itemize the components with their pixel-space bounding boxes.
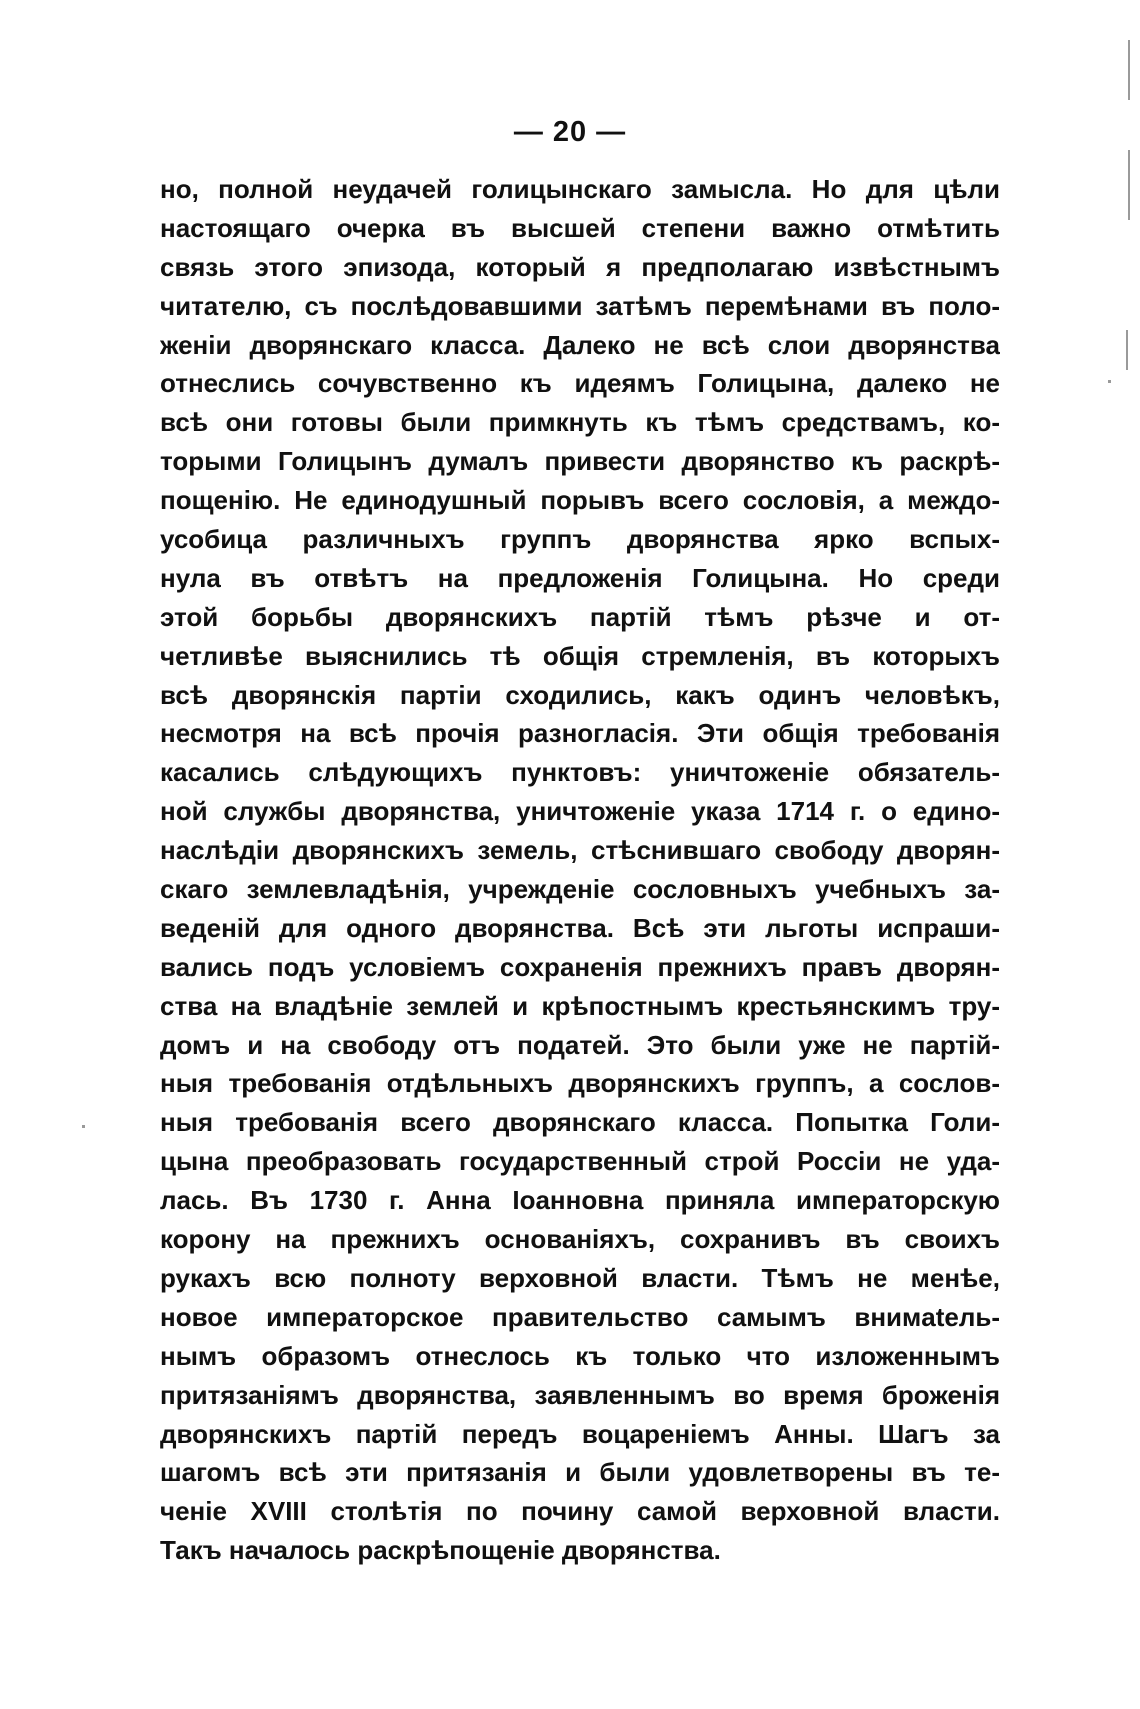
text-line: усобица различныхъ группъ дворянства ярко вспых- [160, 524, 1000, 555]
text-line: но, полной неудачей голицынскаго замысла. Но для цѣли [160, 174, 1000, 204]
text-line: рукахъ всю полноту верховной власти. Тѣмъ не менѣе, [160, 1262, 1000, 1293]
text-line: читателю, съ послѣдовавшими затѣмъ перемѣнами въ поло- [160, 290, 1000, 321]
text-line: вались подъ условіемъ сохраненія прежнихъ правъ дворян- [160, 951, 1000, 982]
text-line: касались слѣдующихъ пунктовъ: уничтоженіе обязатель- [160, 757, 1000, 788]
text-line: ной службы дворянства, уничтоженіе указа 1714 г. о едино- [160, 796, 1000, 827]
text-line: четливѣе выяснились тѣ общія стремленія, въ которыхъ [160, 640, 1000, 671]
text-line: веденій для одного дворянства. Всѣ эти льготы испраши- [160, 912, 1000, 943]
text-line: связь этого эпизода, который я предполагаю извѣстнымъ [160, 251, 1000, 282]
text-line: ства на владѣніе землей и крѣпостнымъ крестьянскимъ тру- [160, 990, 1000, 1021]
text-line: пощенію. Не единодушный порывъ всего сословія, а междо- [160, 485, 1000, 516]
text-line: корону на прежнихъ основаніяхъ, сохранивъ въ своихъ [160, 1224, 1000, 1255]
text-line: ныя требованія отдѣльныхъ дворянскихъ группъ, а сослов- [160, 1068, 1000, 1099]
text-line: нымъ образомъ отнеслось къ только что изложеннымъ [160, 1340, 1000, 1371]
text-line: Такъ началось раскрѣпощеніе дворянства. [160, 1535, 721, 1566]
page-number: — 20 — [513, 116, 627, 148]
scan-edge-mark [1128, 40, 1130, 100]
text-line: скаго землевладѣнія, учрежденіе сословныхъ учебныхъ за- [160, 874, 1000, 905]
body-text [160, 170, 1000, 1570]
text-line: всѣ дворянскія партіи сходились, какъ одинъ человѣкъ, [160, 679, 1000, 710]
text-line: цына преобразовать государственный строй Россіи не уда- [160, 1146, 1000, 1177]
scan-speck [1108, 380, 1111, 383]
text-line: шагомъ всѣ эти притязанія и были удовлетворены въ те- [160, 1457, 1000, 1488]
text-line: отнеслись сочувственно къ идеямъ Голицына, далеко не [160, 368, 1000, 399]
text-line: ченіе XVIII столѣтія по почину самой верховной власти. [160, 1496, 1000, 1527]
text-line: нула въ отвѣтъ на предложенія Голицына. Но среди [160, 562, 1000, 593]
text-line: новое императорское правительство самымъ внимatель- [160, 1301, 1000, 1332]
text-line: настоящаго очерка въ высшей степени важно отмѣтить [160, 212, 1000, 243]
text-line: всѣ они готовы были примкнуть къ тѣмъ средствамъ, ко- [160, 407, 1000, 438]
text-line: домъ и на свободу отъ податей. Это были уже не партій- [160, 1029, 1000, 1060]
text-line: женіи дворянскаго класса. Далеко не всѣ слои дворянства [160, 329, 1000, 360]
text-line: торыми Голицынъ думалъ привести дворянство къ раскрѣ- [160, 446, 1000, 477]
text-line: ныя требованія всего дворянскаго класса. Попытка Голи- [160, 1107, 1000, 1138]
scan-edge-mark [1128, 150, 1130, 220]
text-line: лась. Въ 1730 г. Анна Іоанновна приняла императорскую [160, 1185, 1000, 1216]
scan-edge-mark [1126, 330, 1128, 370]
scan-speck [82, 1125, 85, 1128]
text-line: несмотря на всѣ прочія разногласія. Эти общія требованія [160, 718, 1000, 749]
text-line: наслѣдіи дворянскихъ земель, стѣснившаго свободу дворян- [160, 835, 1000, 866]
text-line: притязаніямъ дворянства, заявленнымъ во время броженія [160, 1379, 1000, 1410]
text-line: этой борьбы дворянскихъ партій тѣмъ рѣзче и от- [160, 601, 1000, 632]
text-line: дворянскихъ партій передъ воцареніемъ Анны. Шагъ за [160, 1418, 1000, 1449]
